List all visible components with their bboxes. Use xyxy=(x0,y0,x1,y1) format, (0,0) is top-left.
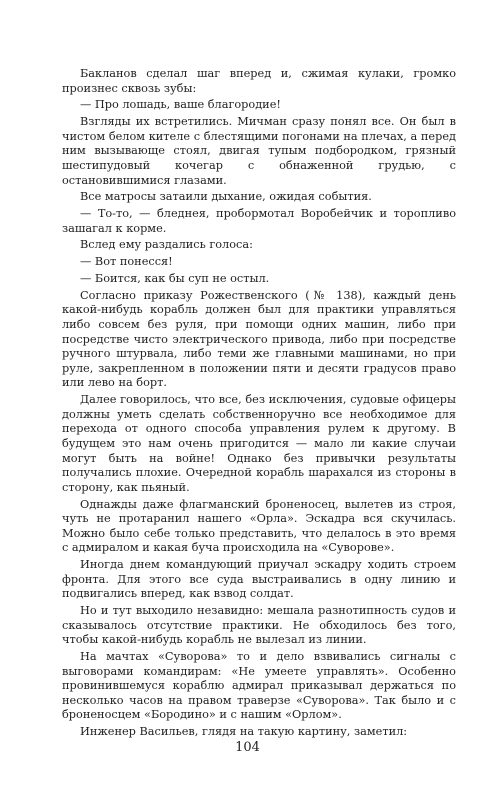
paragraph: — То-то, — бледнея, пробормотал Воробейчик и торопливо зашагал к корме. xyxy=(62,207,456,235)
paragraph: — Вот понесся! xyxy=(80,255,173,269)
paragraph: — Боится, как бы суп не остыл. xyxy=(80,272,270,286)
paragraph: Согласно приказу Рожественского (№ 138), каждый день какой-нибудь корабль должен был для практики управляться либо совсем без руля, при помощи одних машин, либо при посредстве чисто электрического привода, либо при посредстве ручного штурвала, либо теми же главными машинами, но при руле, закрепленном в положении пяти и десяти градусов право или лево на борт. xyxy=(62,288,456,390)
paragraph: Иногда днем командующий приучал эскадру ходить строем фронта. Для этого все суда выстраивались в одну линию и подвигались вперед, как взвод солдат. xyxy=(62,558,456,601)
paragraph: На мачтах «Суворова» то и дело взвивались сигналы с выговорами командирам: «Не умеете управлять». Особенно провинившемуся кораблю адмирал приказывал держаться по несколько часов на правом траверзе «Суворова». Так было и с броненосцем «Бородино» и с нашим «Орлом». xyxy=(62,650,456,722)
paragraph: Инженер Васильев, глядя на такую картину, заметил: xyxy=(80,725,408,739)
paragraph: Но и тут выходило незавидно: мешала разнотипность судов и сказывалось отсутствие практики. Не обходилось без того, чтобы какой-нибудь корабль не вылезал из линии. xyxy=(62,604,456,647)
paragraph: Вслед ему раздались голоса: xyxy=(80,238,253,252)
paragraph: Все матросы затаили дыхание, ожидая события. xyxy=(80,190,372,204)
paragraph: Далее говорилось, что все, без исключения, судовые офицеры должны уметь сделать собственноручно все необходимое для перехода от одного способа управления рулем к другому. В будущем это нам очень пригодится — мало ли какие случаи могут быть на войне! Однако без привычки результаты получались плохие. Очередной корабль шарахался из стороны в сторону, как пьяный. xyxy=(62,393,456,494)
paragraph: — Про лошадь, ваше благородие! xyxy=(80,98,281,112)
page-number: 104 xyxy=(235,740,260,755)
paragraph: Бакланов сделал шаг вперед и, сжимая кулаки, громко произнес сквозь зубы: xyxy=(62,67,456,95)
body-text xyxy=(62,67,456,742)
paragraph: Однажды даже флагманский броненосец, вылетев из строя, чуть не протаранил нашего «Орла». Эскадра вся скучилась. Можно было себе только представить, что делалось в это время с адмиралом и какая буча происходила на «Суворове». xyxy=(62,497,456,555)
paragraph: Взгляды их встретились. Мичман сразу понял все. Он был в чистом белом кителе с блестящими погонами на плечах, а перед ним вызывающе стоял, двигая тупым подбородком, грязный шестипудовый кочегар с обнаженной грудью, с остановившимися глазами. xyxy=(62,115,456,187)
